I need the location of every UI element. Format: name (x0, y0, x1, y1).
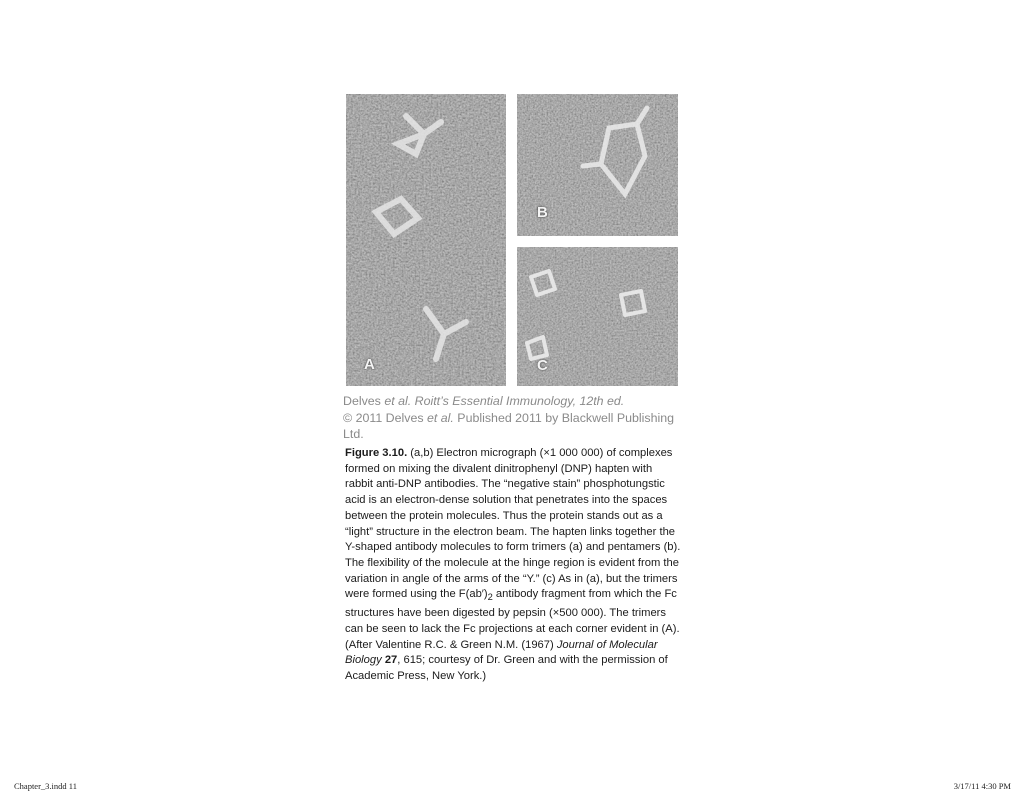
credit-copyright: © 2011 Delves (343, 410, 427, 425)
figure-caption (345, 446, 681, 685)
book-credit (343, 393, 683, 443)
caption-journal: Journal of Molecular Biology (345, 638, 658, 667)
credit-et-al-2: et al. (426, 410, 454, 425)
caption-figure-label: Figure 3.10. (345, 447, 408, 459)
credit-et-al: et al. (384, 394, 412, 408)
caption-text-1: (a,b) Electron micrograph (×1 000 000) of complexes formed on mixing the divalent dinitrophenyl (DNP) hapten with rabbit anti-DNP antibodies. The “negative stain” phosphotungstic acid is an electron-dense solution that penetrates into the spaces between the protein molecules. Thus the protein stands out as a “light” structure in the electron beam. The hapten links together the Y-shaped antibody molecules to form trimers (a) and pentamers (b). The flexibility of the molecule at the hinge region is evident from the variation in angle of the arms of the “Y.” (c) As in (a), but the trimers were formed using the F(ab′) (345, 447, 681, 601)
panel-label-c: C (537, 357, 548, 374)
panel-label-a: A (364, 356, 375, 373)
credit-book-title: Roitt’s Essential Immunology, 12th ed. (411, 394, 625, 408)
micrograph-a-image (346, 94, 506, 386)
micrograph-panel-a (346, 94, 506, 386)
caption-text-2: antibody fragment from which the Fc structures have been digested by pepsin (×500 000). The trimers can be seen to lack the Fc projections at each corner evident in (A). (After Valentine R.C. & Green N.M. (1967) (345, 588, 680, 651)
caption-subscript: 2 (487, 592, 493, 603)
footer-file-slug: Chapter_3.indd 11 (14, 781, 77, 791)
caption-volume: 27 (384, 654, 398, 667)
figure-3-10-micrographs (346, 94, 678, 386)
micrograph-panel-b (517, 94, 678, 236)
panel-label-b: B (537, 204, 548, 221)
credit-authors: Delves (343, 394, 385, 408)
caption-text-3: , 615; courtesy of Dr. Green and with the permission of Academic Press, New York.) (345, 654, 668, 683)
footer-timestamp: 3/17/11 4:30 PM (953, 781, 1011, 791)
micrograph-panel-c (517, 247, 678, 386)
credit-publisher: Published 2011 by Blackwell Publishing Ltd. (343, 410, 675, 441)
